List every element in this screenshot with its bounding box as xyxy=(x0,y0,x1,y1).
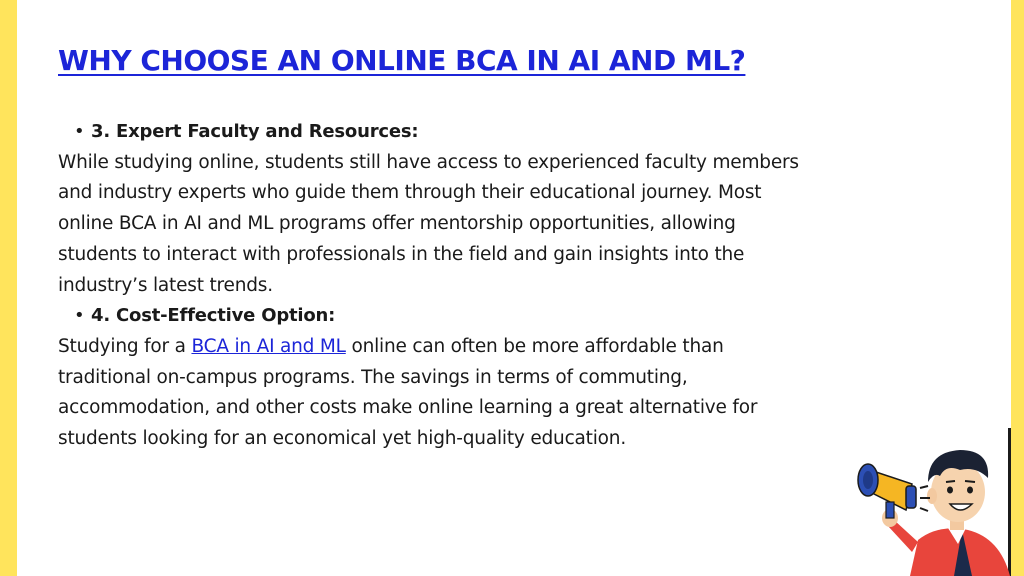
paragraph-line: industry’s latest trends. xyxy=(58,274,273,296)
page-title: WHY CHOOSE AN ONLINE BCA IN AI AND ML? xyxy=(58,44,746,77)
paragraph-line: While studying online, students still have access to experienced faculty members xyxy=(58,151,799,173)
paragraph-line: online BCA in AI and ML programs offer mentorship opportunities, allowing xyxy=(58,213,736,235)
paragraph-line: students looking for an economical yet high-quality education. xyxy=(58,428,627,450)
section-heading-faculty xyxy=(58,117,898,148)
text-run: online can often be more affordable than xyxy=(345,335,724,357)
section-heading-text: 3. Expert Faculty and Resources: xyxy=(91,121,419,142)
bullet-icon: • xyxy=(74,305,85,327)
paragraph-line: and industry experts who guide them through their educational journey. Most xyxy=(58,182,762,204)
section-heading-cost xyxy=(58,301,898,332)
section-heading-text: 4. Cost-Effective Option: xyxy=(91,305,336,327)
left-accent-bar xyxy=(0,0,17,576)
man-with-megaphone-icon xyxy=(850,440,1015,576)
paragraph-line: students to interact with professionals in the field and gain insights into the xyxy=(58,243,745,265)
body-content xyxy=(58,117,898,455)
text-run: Studying for a xyxy=(58,335,192,357)
paragraph-line: accommodation, and other costs make online learning a great alternative for xyxy=(58,397,758,419)
paragraph-line xyxy=(58,332,898,363)
bca-ai-ml-link[interactable]: BCA in AI and ML xyxy=(191,335,346,357)
paragraph-line: traditional on-campus programs. The savings in terms of commuting, xyxy=(58,366,688,388)
bullet-icon: • xyxy=(74,121,85,142)
